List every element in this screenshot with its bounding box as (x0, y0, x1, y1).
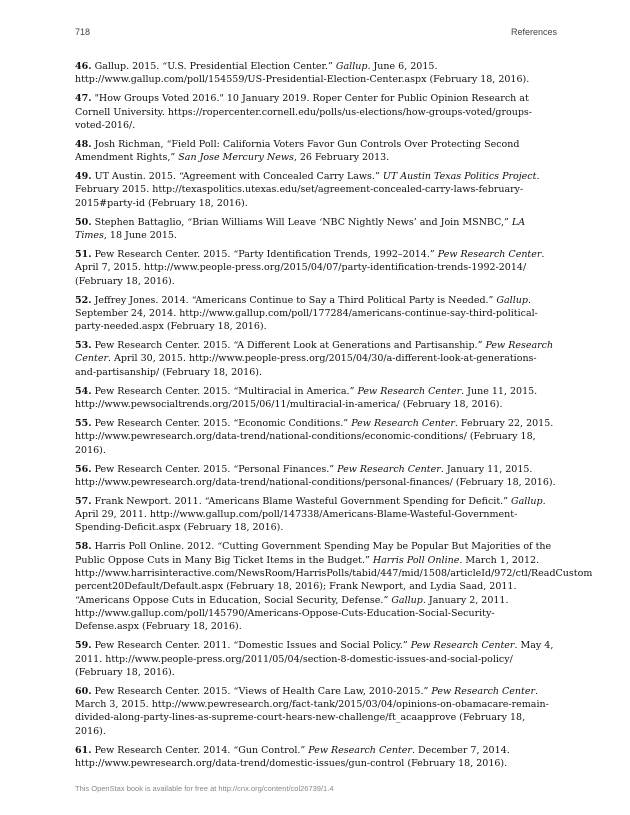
reference-source: Gallup (496, 294, 528, 306)
reference-text: . January 2, 2011. http://www.gallup.com/poll/145790/Americans-Oppose-Cuts-Education-Social-Security-Defense.aspx (February 18, 2016). (75, 594, 509, 633)
footer-note: This OpenStax book is available for free at http://cnx.org/content/col26739/1.4 (75, 784, 334, 793)
reference-number: 50. (75, 216, 92, 228)
reference-text: "How Groups Voted 2016." 10 January 2019. Roper Center for Public Opinion Research at Cornell University. https://ropercenter.cornell.edu/polls/us-elections/how-groups-voted/groups-voted-2016/. (75, 93, 532, 131)
reference-text: Harris Poll Online. 2012. “Cutting Government Spending May be Popular But Majorities of the Public Oppose Cuts in Many Big Ticket Items in the Budget.” (75, 541, 552, 566)
reference-source: Pew Research Center (75, 340, 554, 365)
reference-source: Pew Research Center (410, 640, 515, 652)
reference-number: 54. (75, 385, 92, 397)
reference-number: 48. (75, 138, 92, 150)
reference-text: Pew Research Center. 2015. “Party Identification Trends, 1992–2014.” (94, 249, 438, 260)
reference-item (75, 92, 557, 132)
reference-item (75, 294, 557, 334)
reference-text: . February 2015. http://texaspolitics.utexas.edu/set/agreement-concealed-carry-laws-february-2015#party-id (February 18, 2016). (75, 171, 540, 209)
reference-text: Pew Research Center. 2015. “Multiracial in America.” (94, 385, 358, 397)
reference-text: . December 7, 2014. http://www.pewresearch.org/data-trend/domestic-issues/gun-control (February 18, 2016). (75, 744, 510, 769)
reference-text: , 26 February 2013. (293, 152, 390, 164)
reference-item (75, 417, 557, 457)
reference-source: Pew Research Center (337, 463, 441, 475)
reference-text: Pew Research Center. 2014. “Gun Control.” (94, 744, 309, 756)
reference-source: Gallup (391, 594, 423, 606)
reference-number: 55. (75, 418, 92, 430)
reference-text: Pew Research Center. 2015. “Economic Conditions.” (94, 418, 352, 430)
reference-source: UT Austin Texas Politics Project (382, 171, 537, 183)
reference-item (75, 639, 557, 679)
reference-text: Pew Research Center. 2011. “Domestic Issues and Social Policy.” (94, 640, 411, 652)
reference-number: 56. (75, 463, 92, 475)
reference-number: 61. (75, 744, 92, 756)
reference-number: 49. (75, 171, 92, 183)
reference-text: Pew Research Center. 2015. “Personal Finances.” (94, 463, 338, 475)
reference-source: Pew Research Center (308, 744, 412, 756)
reference-number: 46. (75, 61, 92, 72)
reference-item (75, 385, 557, 412)
reference-item (75, 744, 557, 771)
reference-text: Pew Research Center. 2015. “A Different Look at Generations and Partisanship.” (94, 340, 486, 352)
section-title: References (510, 27, 557, 37)
reference-item (75, 138, 557, 165)
reference-source: Pew Research Center (437, 249, 542, 260)
reference-text: . April 29, 2011. http://www.gallup.com/poll/147338/Americans-Blame-Wasteful-Government-Spending-Deficit.aspx (February 18, 2016). (75, 495, 546, 534)
reference-text: , 18 June 2015. (103, 230, 177, 242)
reference-text: . March 3, 2015. http://www.pewresearch.org/fact-tank/2015/03/04/opinions-on-obamacare-remain-divided-along-party-lines-as-supreme-court-hears-new-challenge/ft_acaapprove (February 18, 2016). (75, 685, 549, 737)
reference-text: Frank Newport. 2011. “Americans Blame Wasteful Government Spending for Deficit.” (94, 495, 512, 507)
reference-item (75, 685, 557, 738)
reference-text: UT Austin. 2015. “Agreement with Concealed Carry Laws.” (94, 171, 383, 183)
reference-text: . February 22, 2015. http://www.pewresearch.org/data-trend/national-conditions/economic-conditions/ (February 18, 2016). (75, 418, 554, 456)
reference-text: . March 1, 2012. http://www.harrisinteractive.com/NewsRoom/HarrisPolls/tabid/447/mid/1508/articleId/972/ctl/ReadCustom percent20Default/Default.aspx (February 18, 2016); Frank Newport, and Lydia Saad, 2011. “Americans Oppose Cuts in Education, Social Security, Defense.” (75, 554, 593, 606)
reference-number: 60. (75, 685, 92, 697)
reference-number: 58. (75, 541, 92, 553)
reference-item (75, 216, 557, 243)
reference-number: 57. (75, 495, 92, 507)
reference-text: Jeffrey Jones. 2014. “Americans Continue to Say a Third Political Party is Needed.” (94, 294, 497, 306)
reference-text: Gallup. 2015. “U.S. Presidential Election Center.” (94, 61, 336, 72)
reference-item (75, 495, 557, 535)
reference-source: San Jose Mercury News (178, 152, 294, 164)
reference-source: Gallup (511, 495, 543, 507)
reference-number: 51. (75, 249, 92, 260)
reference-text: . April 7, 2015. http://www.people-press.org/2015/04/07/party-identification-trends-1992-2014/ (February 18, 2016). (75, 249, 545, 287)
reference-text: . May 4, 2011. http://www.people-press.org/2011/05/04/section-8-domestic-issues-and-social-policy/ (February 18, 2016). (75, 640, 554, 678)
page-number: 718 (75, 27, 91, 37)
reference-text: . September 24, 2014. http://www.gallup.com/poll/177284/americans-continue-say-third-political-party-needed.aspx (February 18, 2016). (75, 294, 538, 333)
reference-text: . June 6, 2015. http://www.gallup.com/poll/154559/US-Presidential-Election-Center.aspx (February 18, 2016). (75, 61, 530, 86)
reference-item (75, 170, 557, 210)
reference-number: 59. (75, 640, 92, 652)
reference-source: Gallup (335, 61, 368, 72)
reference-item (75, 248, 557, 288)
reference-item (75, 540, 593, 633)
reference-number: 53. (75, 340, 92, 352)
reference-source: Pew Research Center (351, 418, 455, 430)
reference-source: Pew Research Center (357, 385, 462, 397)
reference-number: 52. (75, 294, 92, 306)
reference-source: LA Times (75, 216, 526, 242)
reference-source: Harris Poll Online (372, 554, 460, 566)
reference-source: Pew Research Center (431, 685, 536, 697)
reference-text: . January 11, 2015. http://www.pewresearch.org/data-trend/national-conditions/personal-finances/ (February 18, 2016). (75, 463, 556, 488)
reference-text: . April 30, 2015. http://www.people-press.org/2015/04/30/a-different-look-at-generations-and-partisanship/ (February 18, 2016). (75, 353, 537, 378)
reference-item (75, 463, 557, 490)
reference-text: Josh Richman, “Field Poll: California Voters Favor Gun Controls Over Protecting Second Amendment Rights,” (75, 138, 520, 164)
reference-text: Pew Research Center. 2015. “Views of Health Care Law, 2010-2015.” (94, 685, 432, 697)
reference-text: . June 11, 2015. http://www.pewsocialtrends.org/2015/06/11/multiracial-in-america/ (February 18, 2016). (75, 385, 538, 411)
reference-list (75, 60, 593, 776)
reference-item (75, 60, 557, 87)
reference-number: 47. (75, 93, 92, 105)
reference-text: Stephen Battaglio, “Brian Williams Will Leave ‘NBC Nightly News’ and Join MSNBC,” (94, 216, 512, 228)
reference-item (75, 339, 557, 379)
